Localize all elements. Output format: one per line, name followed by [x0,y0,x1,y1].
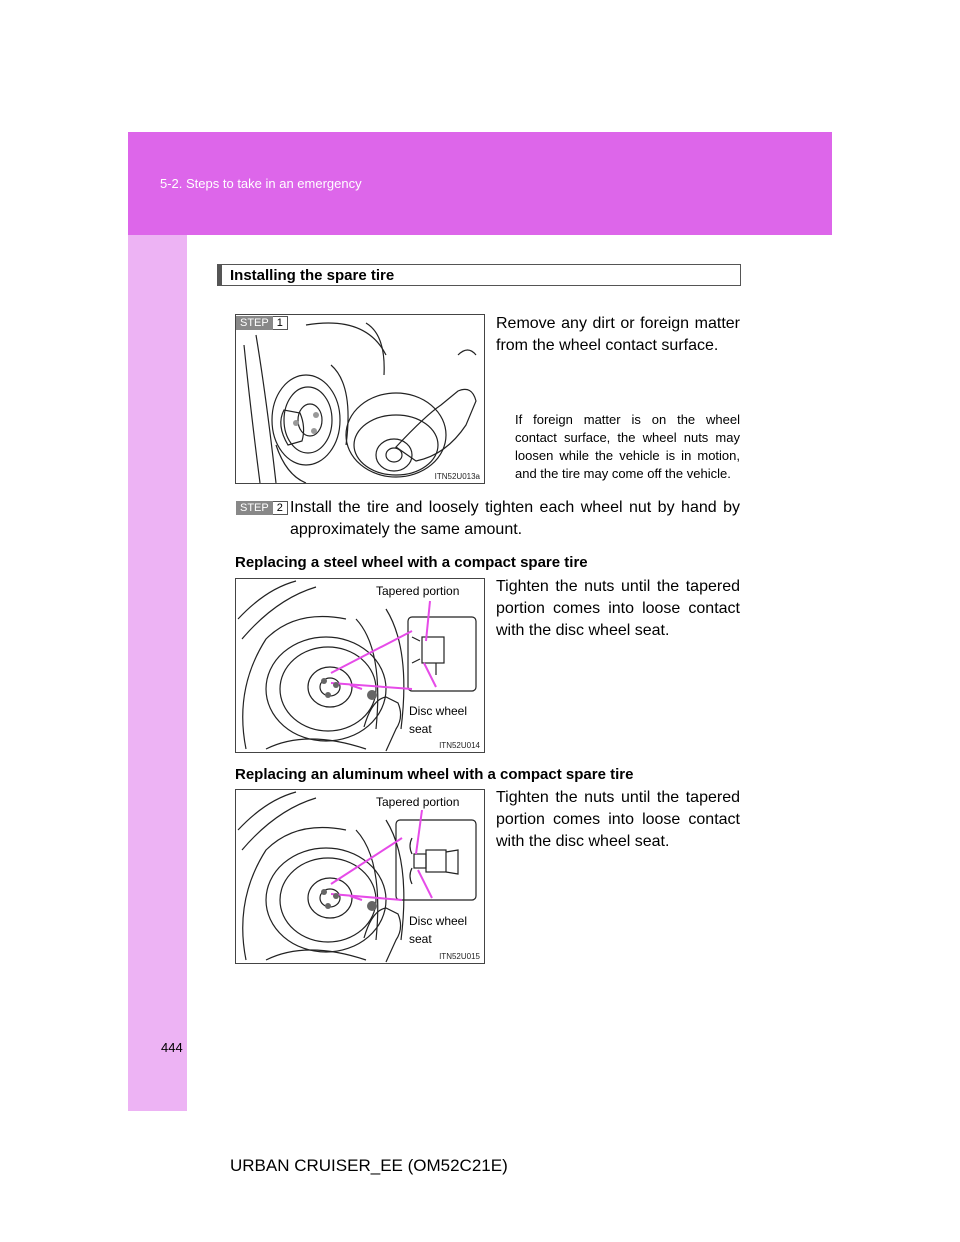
steel-wheel-heading: Replacing a steel wheel with a compact spare tire [235,554,588,571]
section-breadcrumb: 5-2. Steps to take in an emergency [160,176,362,191]
step1-text: Remove any dirt or foreign matter from the wheel contact surface. [496,315,740,354]
illustration-steel-wheel [236,579,485,753]
illustration-aluminum-wheel [236,790,485,964]
step-label: STEP [236,316,273,330]
figure-code: ITN52U013a [434,472,480,481]
disc-wheel-seat-callout-line2: seat [409,932,432,946]
page-number: 444 [161,1040,183,1055]
steel-wheel-text: Tighten the nuts until the tapered portion comes into loose contact with the disc wheel seat. [496,578,740,639]
step-number: 1 [273,316,288,330]
section-title-box [217,264,741,286]
step1-note: If foreign matter is on the wheel contact surface, the wheel nuts may loosen while the vehicle is in motion, and the tire may come off the vehicle. [515,412,740,481]
illustration-cleaning-hub [236,315,485,484]
tapered-portion-callout: Tapered portion [376,795,460,809]
aluminum-wheel-text: Tighten the nuts until the tapered portion comes into loose contact with the disc wheel seat. [496,789,740,850]
figure-clean-wheel [235,314,485,484]
figure-code: ITN52U014 [439,741,480,750]
aluminum-wheel-heading: Replacing an aluminum wheel with a compact spare tire [235,766,634,783]
tapered-portion-callout: Tapered portion [376,584,460,598]
section-title-marker [218,265,222,285]
disc-wheel-seat-callout-line1: Disc wheel [409,704,468,718]
figure-steel-wheel [235,578,485,753]
disc-wheel-seat-callout-line1: Disc wheel [409,914,468,928]
figure-code: ITN52U015 [439,952,480,961]
figure-aluminum-wheel [235,789,485,964]
side-strip [128,235,187,1111]
step-number: 2 [273,501,288,515]
disc-wheel-seat-callout-line2: seat [409,722,432,736]
section-title: Installing the spare tire [230,267,395,284]
step2-text: Install the tire and loosely tighten each wheel nut by hand by approximately the same amount. [290,499,740,538]
document-title: URBAN CRUISER_EE (OM52C21E) [230,1156,508,1175]
step2-badge [236,501,288,515]
step1-badge [236,316,288,330]
step-label: STEP [236,501,273,515]
